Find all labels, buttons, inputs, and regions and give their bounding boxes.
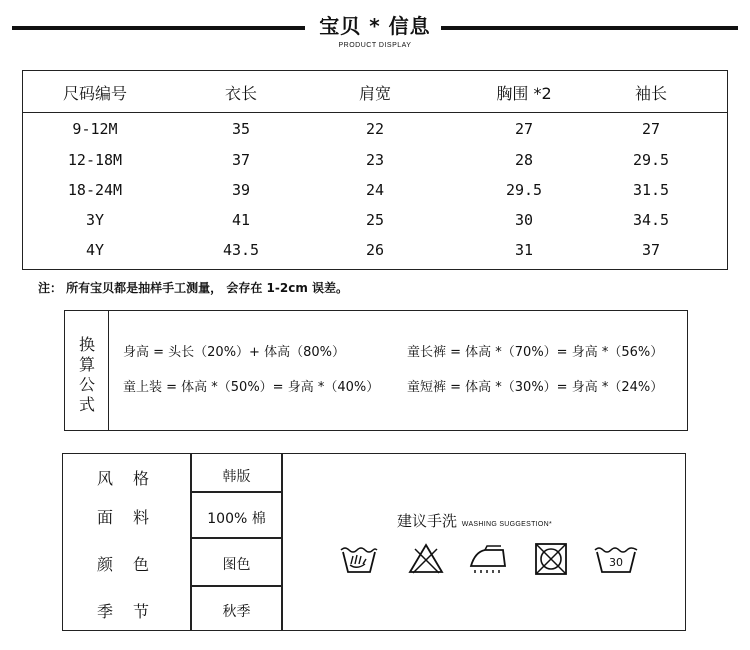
table-cell: 30 [514,211,534,229]
divider [190,491,282,493]
formula-height: 身高 = 头长（20%）+ 体高（80%） [123,345,345,360]
col-shoulder: 肩宽 [358,84,392,103]
formula-label [65,311,109,430]
table-cell: 24 [365,181,385,199]
table-cell: 34.5 [632,211,670,229]
table-cell: 4Y [85,241,105,259]
table-cell: 22 [365,120,385,138]
table-cell: 25 [365,211,385,229]
table-cell: 23 [365,151,385,169]
formula-top: 童上装 = 体高 *（50%）= 身高 *（40%） [123,380,380,395]
table-cell: 37 [231,151,251,169]
col-sleeve: 袖长 [634,84,668,103]
wash-30-icon [593,542,639,576]
col-length: 衣长 [224,84,258,103]
conversion-formula-box [64,310,688,431]
table-cell: 35 [231,120,251,138]
col-chest: 胸围 *2 [496,84,552,103]
table-cell: 18-24M [67,181,123,199]
table-cell: 3Y [85,211,105,229]
formula-label-char: 式 [78,395,95,414]
page-title: 宝贝 * 信息 [319,14,431,38]
table-cell: 29.5 [632,151,670,169]
table-cell: 12-18M [67,151,123,169]
table-cell: 39 [231,181,251,199]
wash-temperature-label: 30 [609,556,623,569]
do-not-tumble-dry-icon [533,542,569,576]
attr-value-style: 韩版 [222,469,251,485]
table-cell: 41 [231,211,251,229]
product-attributes-box [62,453,686,631]
formula-label-char: 公 [78,375,95,394]
hand-wash-icon [339,542,379,576]
page-subtitle: PRODUCT DISPLAY [338,42,412,49]
formula-shorts: 童短裤 = 体高 *（30%）= 身高 *（24%） [407,380,664,395]
table-cell: 28 [514,151,534,169]
formula-label-char: 算 [78,355,95,374]
table-cell: 31.5 [632,181,670,199]
attr-value-season: 秋季 [222,604,251,620]
attr-value-color: 图色 [222,557,251,573]
col-size-code: 尺码编号 [62,84,128,103]
size-table [22,70,728,270]
washing-title [397,510,552,531]
washing-title-en: WASHING SUGGESTION* [461,521,553,528]
table-cell: 9-12M [72,120,118,138]
table-cell: 27 [514,120,534,138]
divider [190,537,282,539]
attr-label-fabric: 面料 [97,508,170,527]
measurement-note: 注： 所有宝贝都是抽样手工测量， 会存在 1-2cm 误差。 [38,281,349,295]
divider [190,585,282,587]
table-cell: 26 [365,241,385,259]
washing-title-cn: 建议手洗 [397,512,458,530]
attr-label-color: 颜色 [97,555,170,574]
table-cell: 27 [641,120,661,138]
table-cell: 37 [641,241,661,259]
formula-label-char: 换 [78,335,95,354]
iron-icon [467,542,509,576]
table-cell: 43.5 [222,241,260,259]
attr-label-season: 季节 [97,602,170,621]
table-cell: 29.5 [505,181,543,199]
formula-long-pants: 童长裤 = 体高 *（70%）= 身高 *（56%） [407,345,664,360]
do-not-bleach-icon [407,542,445,576]
attr-value-fabric: 100% 棉 [207,511,266,527]
table-cell: 31 [514,241,534,259]
attr-label-style: 风格 [97,469,170,488]
size-table-header [23,71,727,113]
